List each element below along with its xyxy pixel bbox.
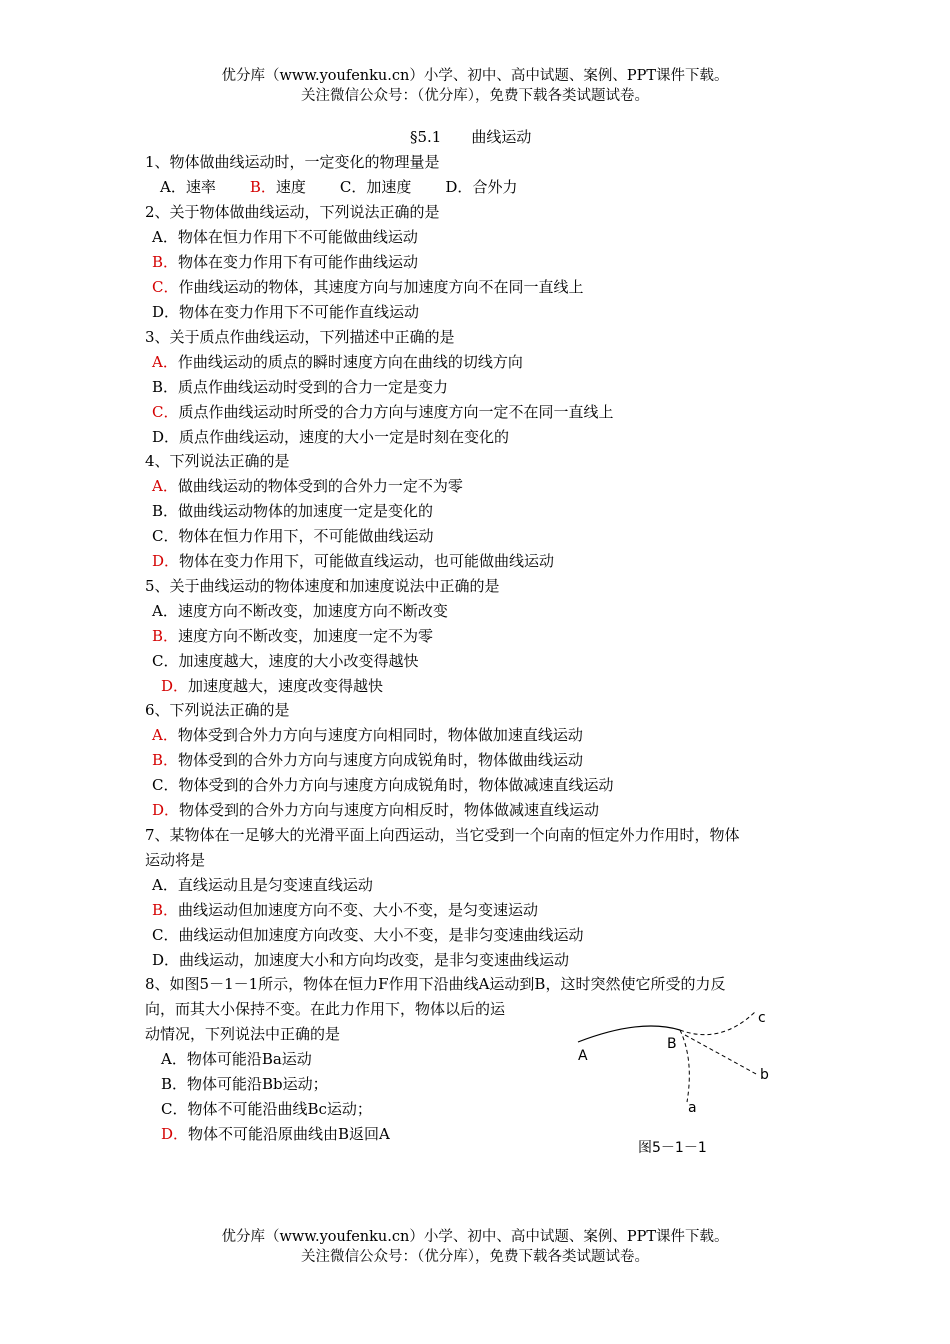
q4-option-a: A．做曲线运动的物体受到的合外力一定不为零 <box>152 477 463 495</box>
curve-A-to-B <box>578 1026 680 1042</box>
question-8-stem: 8、如图5－1－1所示，物体在恒力F作用下沿曲线A运动到B，这时突然使它所受的力反 <box>145 975 726 993</box>
q8-option-b: B．物体可能沿Bb运动； <box>161 1075 328 1093</box>
q2-option-d: D．物体在变力作用下不可能作直线运动 <box>152 303 420 321</box>
q7-option-c: C．曲线运动但加速度方向改变、大小不变，是非匀变速曲线运动 <box>152 926 584 944</box>
label-b: b <box>760 1067 769 1083</box>
q7-option-b: B．曲线运动但加速度方向不变、大小不变，是匀变速运动 <box>152 901 539 919</box>
q1-option-a: A．速率 <box>160 178 216 196</box>
figure-5-1-1 <box>570 1000 790 1160</box>
path-Ba <box>680 1030 689 1102</box>
label-A: A <box>578 1048 588 1064</box>
q8-option-d: D．物体不可能沿原曲线由B返回A <box>161 1125 390 1143</box>
q5-option-d: D．加速度越大，速度改变得越快 <box>161 677 384 695</box>
q1-option-b: B． <box>249 178 276 196</box>
q3-option-a: A．作曲线运动的质点的瞬时速度方向在曲线的切线方向 <box>152 353 523 371</box>
q4-option-c: C．物体在恒力作用下，不可能做曲线运动 <box>152 527 434 545</box>
q1-option-c: C．加速度 <box>339 178 412 196</box>
q5-option-b: B．速度方向不断改变，加速度一定不为零 <box>152 627 434 645</box>
q4-option-b: B．做曲线运动物体的加速度一定是变化的 <box>152 502 434 520</box>
q4-option-d: D．物体在变力作用下，可能做直线运动，也可能做曲线运动 <box>152 552 555 570</box>
question-8-stem-cont2: 动情况，下列说法中正确的是 <box>145 1025 341 1043</box>
q2-option-b: B．物体在变力作用下有可能作曲线运动 <box>152 253 419 271</box>
path-Bb <box>685 1035 758 1075</box>
figure-caption: 图5－1－1 <box>638 1140 707 1156</box>
question-4-stem: 4、下列说法正确的是 <box>145 452 290 470</box>
q7-option-d: D．曲线运动，加速度大小和方向均改变，是非匀变速曲线运动 <box>152 951 570 969</box>
q8-option-a: A．物体可能沿Ba运动 <box>161 1050 312 1068</box>
footer-line-2: 关注微信公众号：（优分库），免费下载各类试题试卷。 <box>301 1249 649 1265</box>
q2-option-c: C．作曲线运动的物体，其速度方向与加速度方向不在同一直线上 <box>152 278 584 296</box>
q1-option-d: D．合外力 <box>445 178 518 196</box>
q2-option-a: A．物体在恒力作用下不可能做曲线运动 <box>152 228 418 246</box>
question-5-stem: 5、关于曲线运动的物体速度和加速度说法中正确的是 <box>145 577 500 595</box>
question-3-stem: 3、关于质点作曲线运动，下列描述中正确的是 <box>145 328 455 346</box>
q5-option-c: C．加速度越大，速度的大小改变得越快 <box>152 652 419 670</box>
q3-option-d: D．质点作曲线运动，速度的大小一定是时刻在变化的 <box>152 428 510 446</box>
question-2-stem: 2、关于物体做曲线运动，下列说法正确的是 <box>145 203 440 221</box>
label-a: a <box>688 1100 697 1116</box>
q6-option-b: B．物体受到的合外力方向与速度方向成锐角时，物体做曲线运动 <box>152 751 584 769</box>
footer-line-1: 优分库（www.youfenku.cn）小学、初中、高中试题、案例、PPT课件下载。 <box>221 1229 729 1245</box>
q3-option-c: C．质点作曲线运动时所受的合力方向与速度方向一定不在同一直线上 <box>152 403 614 421</box>
q3-option-b: B．质点作曲线运动时受到的合力一定是变力 <box>152 378 449 396</box>
q8-option-c: C．物体不可能沿曲线Bc运动； <box>161 1100 372 1118</box>
question-6-stem: 6、下列说法正确的是 <box>145 701 290 719</box>
question-7-stem: 7、某物体在一足够大的光滑平面上向西运动，当它受到一个向南的恒定外力作用时，物体 <box>145 826 740 844</box>
question-1-options: A．速率 B．速度 C．加速度 D．合外力 <box>160 178 518 196</box>
q6-option-c: C．物体受到的合外力方向与速度方向成锐角时，物体做减速直线运动 <box>152 776 614 794</box>
label-c: c <box>758 1010 766 1026</box>
question-1-stem: 1、物体做曲线运动时，一定变化的物理量是 <box>145 153 440 171</box>
question-8-stem-cont: 向，而其大小保持不变。在此力作用下，物体以后的运 <box>145 1000 506 1018</box>
path-Bc <box>680 1012 755 1035</box>
header-line-2: 关注微信公众号：（优分库），免费下载各类试题试卷。 <box>301 88 649 104</box>
header-line-1: 优分库（www.youfenku.cn）小学、初中、高中试题、案例、PPT课件下载。 <box>221 68 729 84</box>
q7-option-a: A．直线运动且是匀变速直线运动 <box>152 876 373 894</box>
question-7-stem-cont: 运动将是 <box>145 851 206 869</box>
section-title: §5.1 曲线运动 <box>410 128 532 146</box>
q5-option-a: A．速度方向不断改变，加速度方向不断改变 <box>152 602 448 620</box>
label-B: B <box>667 1036 677 1052</box>
q6-option-d: D．物体受到的合外力方向与速度方向相反时，物体做减速直线运动 <box>152 801 600 819</box>
q6-option-a: A．物体受到合外力方向与速度方向相同时，物体做加速直线运动 <box>152 726 583 744</box>
